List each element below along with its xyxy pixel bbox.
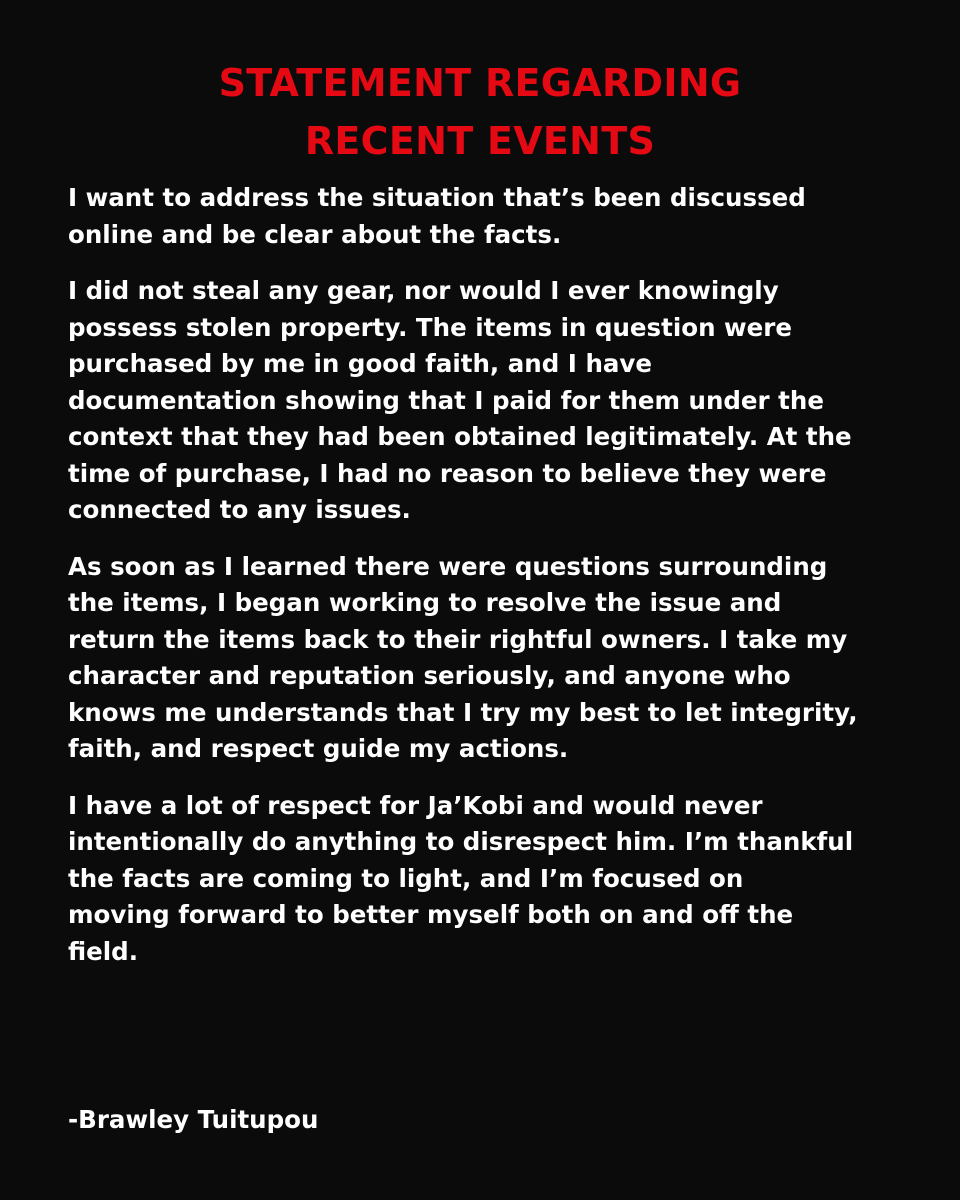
paragraph-1 (68, 180, 908, 253)
text-line: connected to any issues. (68, 495, 411, 524)
text-line: moving forward to better myself both on and off the (68, 900, 794, 929)
text-line: return the items back to their rightful owners. I take my (68, 624, 848, 654)
text-line: I want to address the situation that’s been discussed (68, 183, 806, 212)
text-line: As soon as I learned there were questions surrounding (68, 551, 828, 581)
title-line-2: RECENT EVENTS (304, 119, 656, 163)
signature: -Brawley Tuitupou (68, 1105, 319, 1134)
text-line: intentionally do anything to disrespect him. I’m thankful (68, 827, 854, 856)
text-line: possess stolen property. The items in question were (68, 312, 792, 342)
text-line: field. (68, 936, 139, 966)
text-line: faith, and respect guide my actions. (68, 734, 569, 763)
text-line: context that they had been obtained legitimately. At the (68, 422, 852, 451)
statement-body (68, 180, 908, 990)
text-line: documentation showing that I paid for them under the (68, 385, 824, 415)
text-line: time of purchase, I had no reason to believe they were (68, 458, 827, 488)
text-line: I have a lot of respect for Ja’Kobi and would never (68, 790, 763, 820)
text-line: online and be clear about the facts. (68, 219, 562, 249)
paragraph-4 (68, 788, 908, 971)
text-line: I did not steal any gear, nor would I ever knowingly (68, 276, 779, 305)
text-line: the items, I began working to resolve the issue and (68, 588, 782, 617)
text-line: purchased by me in good faith, and I have (68, 349, 653, 378)
title-line-1: STATEMENT REGARDING (218, 61, 742, 105)
paragraph-3 (68, 549, 908, 768)
text-line: knows me understands that I try my best to let integrity, (68, 697, 858, 727)
statement-title (0, 54, 960, 170)
paragraph-2 (68, 273, 908, 529)
text-line: the facts are coming to light, and I’m focused on (68, 863, 744, 893)
text-line: character and reputation seriously, and anyone who (68, 661, 791, 690)
